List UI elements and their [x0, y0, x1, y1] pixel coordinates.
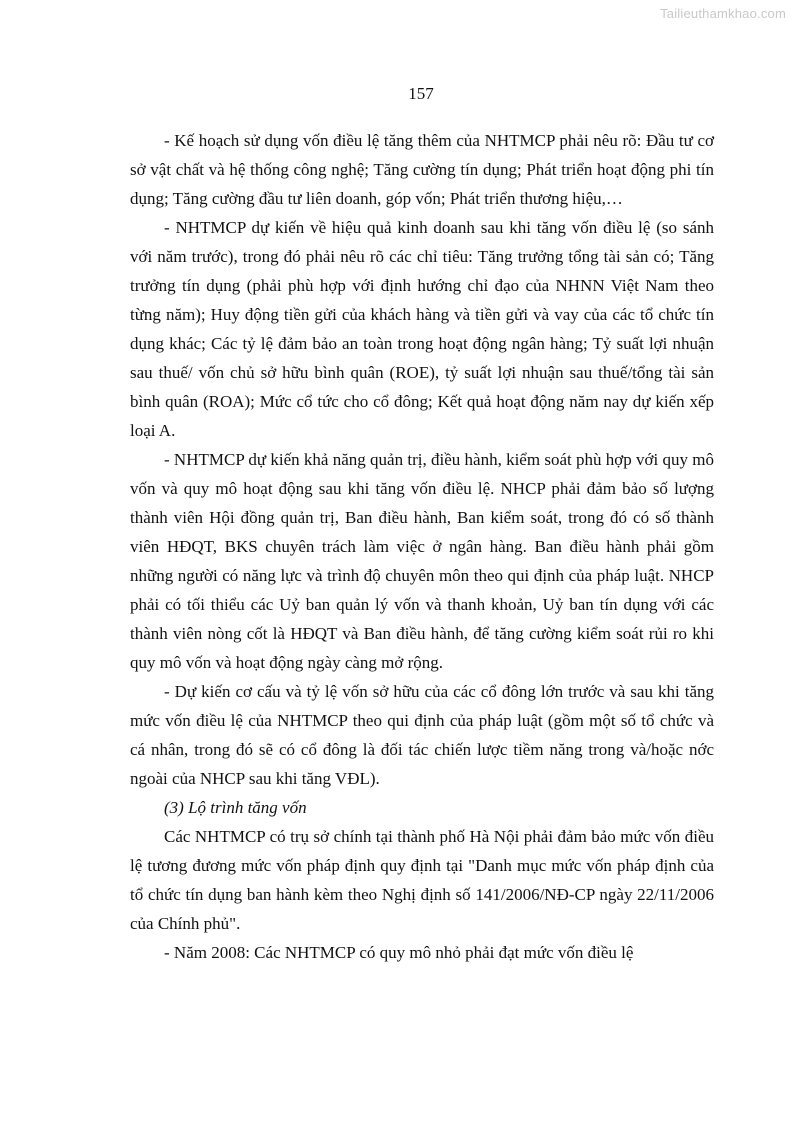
paragraph-year-2008: - Năm 2008: Các NHTMCP có quy mô nhỏ phải đạt mức vốn điều lệ — [164, 943, 634, 962]
document-body — [130, 126, 714, 967]
paragraph-business-efficiency: - NHTMCP dự kiến về hiệu quả kinh doanh sau khi tăng vốn điều lệ (so sánh với năm trước), trong đó phải nêu rõ các chỉ tiêu: Tăng trưởng tổng tài sản có; Tăng trưởng tín dụng (phải phù hợp với định hướng chỉ đạo của NHNN Việt Nam theo từng năm); Huy động tiền gửi của khách hàng và tiền gửi và vay của các tổ chức tín dụng khác; Các tỷ lệ đảm bảo an toàn trong hoạt động ngân hàng; Tỷ suất lợi nhuận sau thuế/ vốn chủ sở hữu bình quân (ROE), tỷ suất lợi nhuận sau thuế/tổng tài sản bình quân (ROA); Mức cổ tức cho cổ đông; Kết quả hoạt động năm nay dự kiến xếp loại A. — [130, 218, 714, 440]
paragraph-shareholder-structure: - Dự kiến cơ cấu và tỷ lệ vốn sở hữu của các cổ đông lớn trước và sau khi tăng mức vốn điều lệ của NHTMCP theo qui định của pháp luật (gồm một số tổ chức và cá nhân, trong đó sẽ có cổ đông là đối tác chiến lược tiềm năng trong và/hoặc nớc ngoài của NHCP sau khi tăng VĐL). — [130, 682, 714, 788]
section-heading-capital-roadmap: (3) Lộ trình tăng vốn — [164, 798, 307, 817]
paragraph-capital-use-plan: - Kế hoạch sử dụng vốn điều lệ tăng thêm của NHTMCP phải nêu rõ: Đầu tư cơ sở vật chất và hệ thống công nghệ; Tăng cường tín dụng; Phát triển hoạt động phi tín dụng; Tăng cường đầu tư liên doanh, góp vốn; Phát triển thương hiệu,… — [130, 131, 714, 208]
paragraph-governance-capacity: - NHTMCP dự kiến khả năng quản trị, điều hành, kiểm soát phù hợp với quy mô vốn và quy mô hoạt động sau khi tăng vốn điều lệ. NHCP phải đảm bảo số lượng thành viên Hội đồng quản trị, Ban điều hành, Ban kiểm soát, trong đó có số thành viên HĐQT, BKS chuyên trách làm việc ở ngân hàng. Ban điều hành phải gồm những người có năng lực và trình độ chuyên môn theo qui định của pháp luật. NHCP phải có tối thiểu các Uỷ ban quản lý vốn và thanh khoản, Uỷ ban tín dụng với các thành viên nòng cốt là HĐQT và Ban điều hành, để tăng cường kiểm soát rủi ro khi quy mô vốn và hoạt động ngày càng mở rộng. — [130, 450, 714, 672]
page-number: 157 — [408, 84, 434, 103]
paragraph-hanoi-banks: Các NHTMCP có trụ sở chính tại thành phố Hà Nội phải đảm bảo mức vốn điều lệ tương đương mức vốn pháp định quy định tại "Danh mục mức vốn pháp định của tổ chức tín dụng ban hành kèm theo Nghị định số 141/2006/NĐ-CP ngày 22/11/2006 của Chính phủ". — [130, 827, 714, 933]
watermark-text: Tailieuthamkhao.com — [660, 6, 786, 21]
